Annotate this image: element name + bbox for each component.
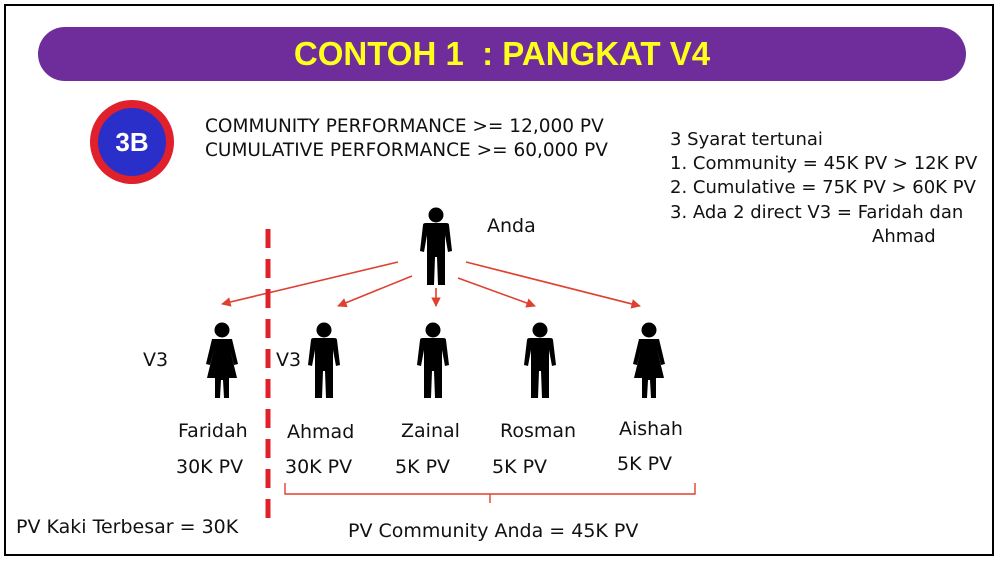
ahmad-pv: 30K PV [285, 456, 353, 478]
zainal-name: Zainal [401, 420, 460, 442]
condition-item: 3. Ada 2 direct V3 = Faridah dan [670, 202, 964, 223]
slide-title: CONTOH 1 : PANGKAT V4 [293, 35, 711, 72]
arrow-to-rosman [458, 278, 535, 306]
community-brace [285, 483, 695, 503]
conditions-heading: 3 Syarat tertunai [670, 129, 823, 150]
aishah-pv: 5K PV [617, 453, 673, 475]
rosman-pv: 5K PV [492, 456, 548, 478]
male-person-icon [304, 322, 344, 398]
ahmad-rank: V3 [276, 349, 302, 371]
condition-item: 2. Cumulative = 75K PV > 60K PV [670, 177, 976, 198]
badge-label: 3B [115, 127, 149, 157]
arrow-to-ahmad [338, 276, 412, 306]
biggest-leg-pv: PV Kaki Terbesar = 30K [16, 516, 239, 538]
male-person-icon [413, 322, 453, 398]
female-person-icon [202, 322, 242, 398]
faridah-name: Faridah [178, 420, 248, 442]
condition-continuation: Ahmad [872, 226, 936, 247]
root-person-icon [416, 207, 456, 285]
condition-item: 1. Community = 45K PV > 12K PV [670, 153, 978, 174]
community-requirement: COMMUNITY PERFORMANCE >= 12,000 PV [205, 116, 604, 137]
arrow-to-faridah [222, 262, 398, 304]
root-name: Anda [487, 215, 536, 237]
rosman-name: Rosman [500, 420, 577, 442]
female-person-icon [629, 322, 669, 398]
community-pv-total: PV Community Anda = 45K PV [348, 520, 639, 542]
faridah-pv: 30K PV [176, 456, 244, 478]
faridah-rank: V3 [143, 349, 169, 371]
arrow-to-aishah [466, 262, 640, 306]
zainal-pv: 5K PV [395, 456, 451, 478]
aishah-name: Aishah [619, 418, 683, 440]
male-person-icon [520, 322, 560, 398]
ahmad-name: Ahmad [287, 421, 355, 443]
cumulative-requirement: CUMULATIVE PERFORMANCE >= 60,000 PV [205, 140, 608, 161]
